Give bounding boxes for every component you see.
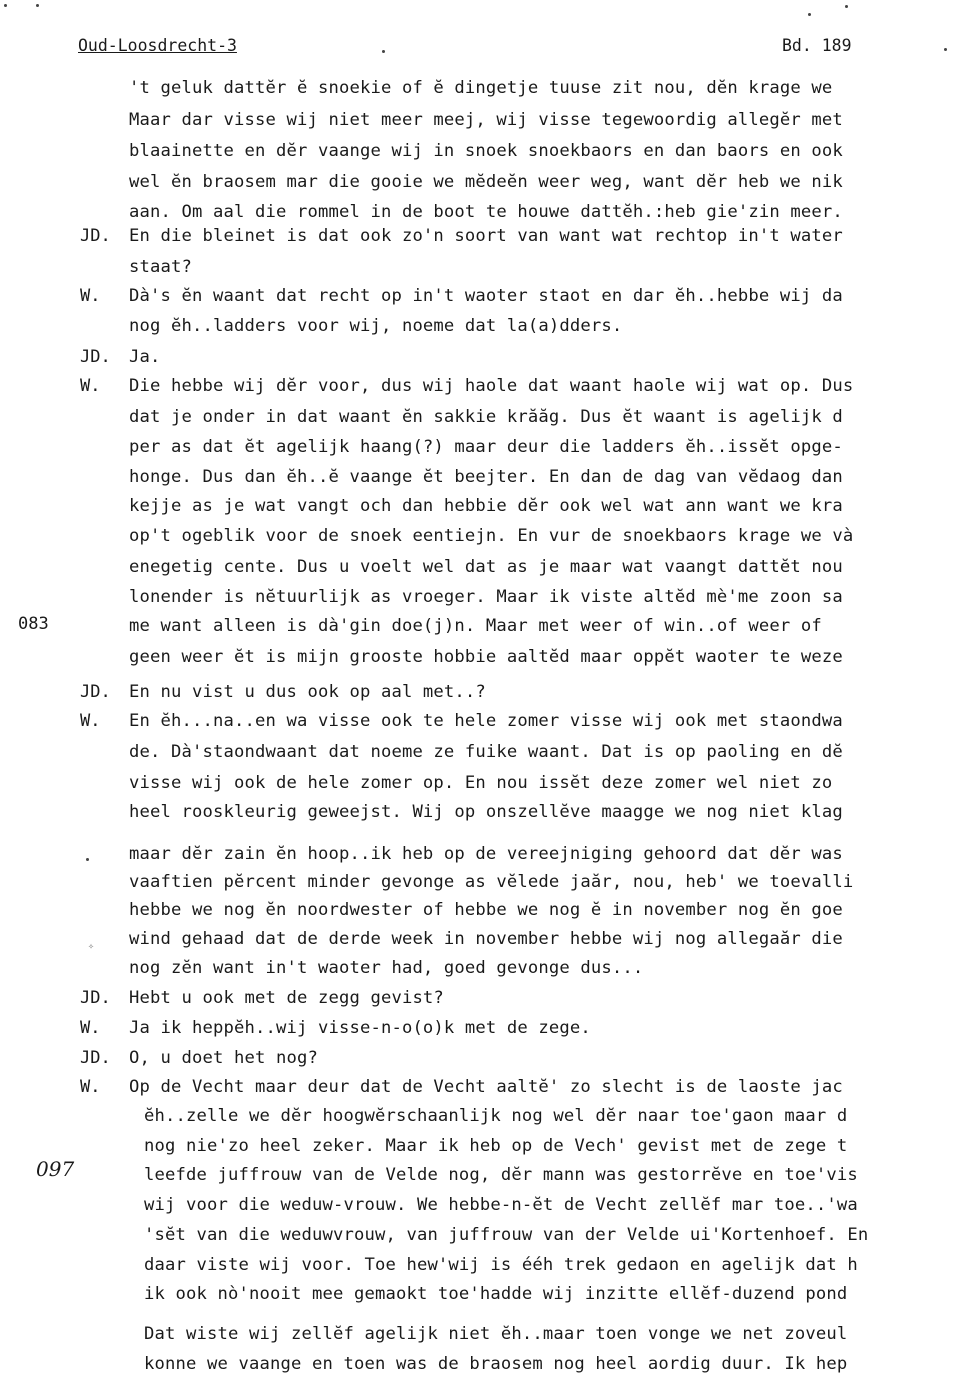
transcript-line: ik ook nò'nooit mee gemaokt toe'hadde wij inzitte ellĕf-duzend pond [144,1284,848,1304]
scan-speck [36,4,39,7]
transcript-line: aan. Om aal die rommel in de boot te houwe dattĕh.:heb gie'zin meer. [129,202,843,222]
transcript-line: Maar dar visse wij niet meer meej, wij visse tegewoordig allegĕr met [129,110,843,130]
transcript-line: Dat wiste wij zellĕf agelijk niet ĕh..maar toen vonge we net zoveul [144,1324,848,1344]
speaker-label: JD. [80,347,111,367]
transcript-line: dat je onder in dat waant ĕn sakkie krăăg. Dus ĕt waant is agelijk d [129,407,843,427]
page-number: Bd. 189 [782,36,852,55]
transcript-line: En nu vist u dus ook op aal met..? [129,682,486,702]
transcript-line: 'sĕt van die weduwvrouw, van juffrouw van der Velde ui'Kortenhoef. En [144,1225,869,1245]
scan-speck [382,50,385,53]
transcript-line: per as dat ĕt agelijk haang(?) maar deur die ladders ĕh..issĕt opge- [129,437,843,457]
transcript-line: Die hebbe wij dĕr voor, dus wij haole dat waant haole wij wat op. Dus [129,376,854,396]
speaker-label: W. [80,286,101,306]
transcript-line: Dà's ĕn waant dat recht op in't waoter staot en dar ĕh..hebbe wij da [129,286,843,306]
transcript-line: lonender is nĕtuurlijk as vroeger. Maar ik viste altĕd mè'me zoon sa [129,587,843,607]
transcript-line: maar dĕr zain ĕn hoop..ik heb op de vereejniging gehoord dat dĕr was [129,844,843,864]
transcript-line: Ja ik heppĕh..wij visse-n-o(o)k met de zege. [129,1018,591,1038]
transcript-line: 't geluk dattĕr ĕ snoekie of ĕ dingetje tuuse zit nou, dĕn krage we [129,78,833,98]
transcript-line: nog nie'zo heel zeker. Maar ik heb op de Vech' gevist met de zege t [144,1136,848,1156]
transcript-line: daar viste wij voor. Toe hew'wij is ééh trek gedaon en agelijk dat h [144,1255,858,1275]
speaker-label: W. [80,1018,101,1038]
transcript-line: visse wij ook de hele zomer op. En nou issĕt deze zomer wel niet zo [129,773,833,793]
margin-counter: 083 [18,614,49,634]
transcript-line: vaaftien pĕrcent minder gevonge as vĕlede jaăr, nou, heb' we toevalli [129,872,854,892]
transcript-line: blaainette en dĕr vaange wij in snoek snoekbaors en dan baors en ook [129,141,843,161]
scan-speck [944,48,947,51]
scan-mark: ✧ [88,941,95,952]
transcript-line: konne we vaange en toen was de braosem nog heel aordig duur. Ik hep [144,1354,848,1374]
speaker-label: JD. [80,226,111,246]
transcript-line: wel ĕn braosem mar die gooie we mĕdeĕn weer weg, want dĕr heb we nik [129,172,843,192]
document-title: Oud-Loosdrecht-3 [78,36,237,55]
transcript-line: O, u doet het nog? [129,1048,318,1068]
speaker-label: JD. [80,1048,111,1068]
transcript-line: En die bleinet is dat ook zo'n soort van want wat rechtop in't water [129,226,843,246]
transcript-line: Op de Vecht maar deur dat de Vecht aaltĕ' zo slecht is de laoste jac [129,1077,843,1097]
margin-counter-handwritten: 097 [36,1157,75,1181]
transcript-line: En ĕh...na..en wa visse ook te hele zomer visse wij ook met staondwa [129,711,843,731]
transcript-line: wind gehaad dat de derde week in november hebbe wij nog allegaăr die [129,929,843,949]
speaker-label: JD. [80,682,111,702]
transcript-line: enegetig cente. Dus u voelt wel dat as je maar wat vaangt dattĕt nou [129,557,843,577]
scan-speck [4,4,7,7]
transcript-line: geen weer ĕt is mijn grooste hobbie aaltĕd maar oppĕt waoter te weze [129,647,843,667]
scan-speck [86,858,89,861]
transcript-line: ĕh..zelle we dĕr hoogwĕrschaanlijk nog wel dĕr naar toe'gaon maar d [144,1106,848,1126]
transcript-line: staat? [129,257,192,277]
transcript-line: kejje as je wat vangt och dan hebbie dĕr ook wel wat ann want we kra [129,496,843,516]
transcript-line: de. Dà'staondwaant dat noeme ze fuike waant. Dat is op paoling en dĕ [129,742,843,762]
transcript-line: me want alleen is dà'gin doe(j)n. Maar met weer of win..of weer of [129,616,822,636]
transcript-line: nog zĕn want in't waoter had, goed gevonge dus... [129,958,644,978]
scan-speck [808,13,811,16]
transcript-line: honge. Dus dan ĕh..ĕ vaange ĕt beejter. En dan de dag van vĕdaog dan [129,467,843,487]
transcript-line: Hebt u ook met de zegg gevist? [129,988,444,1008]
speaker-label: JD. [80,988,111,1008]
speaker-label: W. [80,711,101,731]
speaker-label: W. [80,376,101,396]
speaker-label: W. [80,1077,101,1097]
transcript-line: wij voor die weduw-vrouw. We hebbe-n-ĕt de Vecht zellĕf mar toe..'wa [144,1195,858,1215]
transcript-line: op't ogeblik voor de snoek eentiejn. En vur de snoekbaors krage we và [129,526,854,546]
transcript-line: leefde juffrouw van de Velde nog, dĕr mann was gestorrĕve en toe'vis [144,1165,858,1185]
transcript-line: nog ĕh..ladders voor wij, noeme dat la(a)dders. [129,316,623,336]
transcript-line: hebbe we nog ĕn noordwester of hebbe we nog ĕ in november nog ĕn goe [129,900,843,920]
transcript-line: heel rooskleurig geweejst. Wij op onszellĕve maagge we nog niet klag [129,802,843,822]
scan-speck [845,5,848,8]
transcript-line: Ja. [129,347,161,367]
